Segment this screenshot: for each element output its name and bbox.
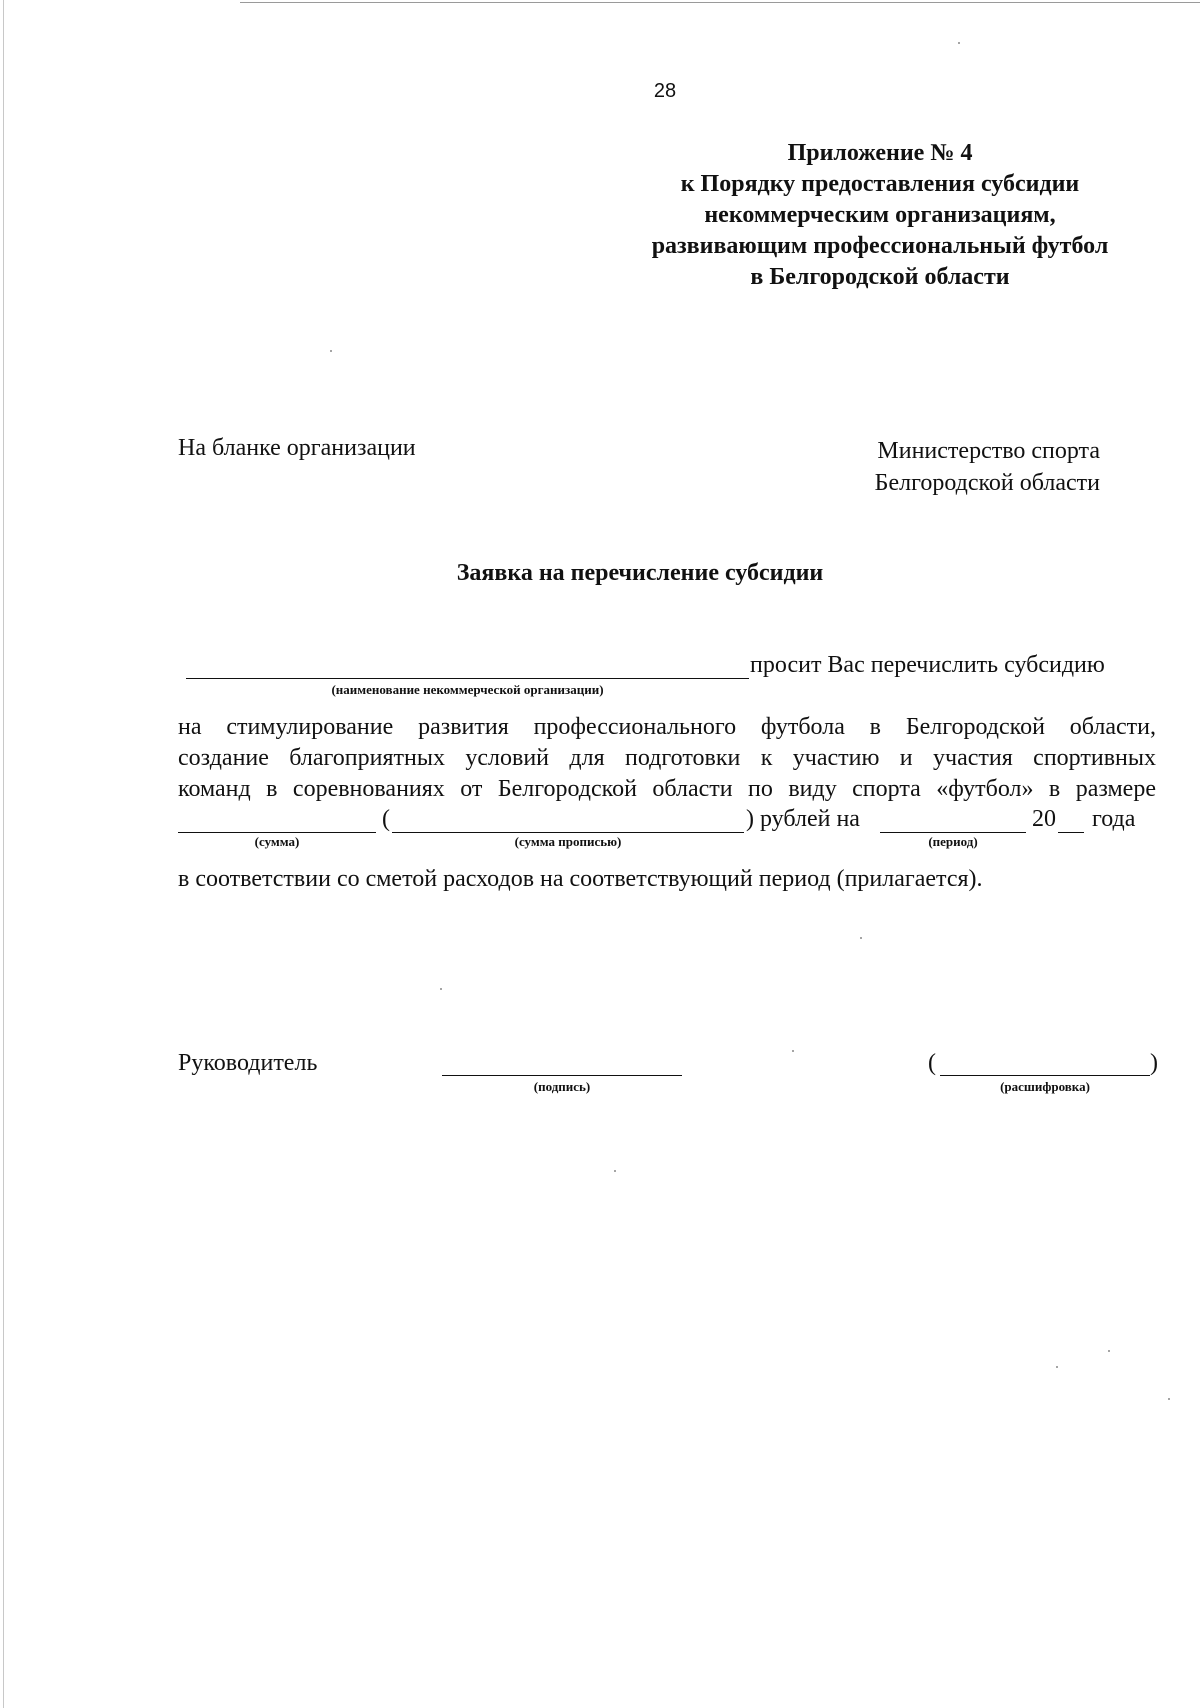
open-paren: ( bbox=[382, 806, 390, 832]
amount-words-blank bbox=[392, 832, 744, 833]
addressee-line: Белгородской области bbox=[874, 470, 1100, 496]
period-blank bbox=[880, 832, 1026, 833]
addressee-line: Министерство спорта bbox=[877, 438, 1100, 464]
page-number: 28 bbox=[653, 80, 677, 102]
rubles-on-text: ) рублей на bbox=[746, 806, 860, 832]
amount-caption: (сумма) bbox=[254, 834, 300, 849]
scan-speck bbox=[614, 1170, 616, 1172]
amount-blank bbox=[178, 832, 376, 833]
decoding-blank bbox=[940, 1075, 1150, 1076]
signature-caption: (подпись) bbox=[533, 1079, 591, 1094]
appendix-line: Приложение № 4 bbox=[787, 140, 973, 166]
scan-speck bbox=[1108, 1350, 1110, 1352]
decoding-caption: (расшифровка) bbox=[1000, 1079, 1090, 1094]
decoding-close-paren: ) bbox=[1150, 1050, 1158, 1076]
scan-speck bbox=[958, 42, 960, 44]
amount-words-caption: (сумма прописью) bbox=[514, 834, 622, 849]
year-blank bbox=[1058, 832, 1084, 833]
scan-speck bbox=[440, 988, 442, 990]
year-word: года bbox=[1092, 806, 1136, 832]
scan-speck bbox=[860, 937, 862, 939]
document-title: Заявка на перечисление субсидии bbox=[456, 560, 824, 586]
body-paragraph bbox=[178, 712, 1156, 805]
organization-name-blank bbox=[186, 678, 749, 679]
signature-label: Руководитель bbox=[178, 1050, 318, 1076]
signature-blank bbox=[442, 1075, 682, 1076]
body-line: на стимулирование развития профессионального футбола в Белгородской области, bbox=[178, 714, 1156, 740]
body-line: создание благоприятных условий для подготовки к участию и участия спортивных bbox=[178, 745, 1156, 771]
appendix-line: в Белгородской области bbox=[750, 264, 1010, 290]
scan-speck bbox=[1056, 1366, 1058, 1368]
appendix-line: некоммерческим организациям, bbox=[704, 202, 1056, 228]
scan-edge-left bbox=[3, 0, 4, 1708]
scan-speck bbox=[792, 1050, 794, 1052]
appendix-line: к Порядку предоставления субсидии bbox=[680, 171, 1080, 197]
request-text: просит Вас перечислить субсидию bbox=[750, 652, 1105, 678]
appendix-header bbox=[600, 138, 1160, 293]
decoding-open-paren: ( bbox=[928, 1050, 936, 1076]
scan-speck bbox=[330, 350, 332, 352]
period-caption: (период) bbox=[928, 834, 978, 849]
letterhead-label: На бланке организации bbox=[178, 435, 416, 461]
body-line: команд в соревнованиях от Белгородской области по виду спорта «футбол» в размере bbox=[178, 776, 1156, 802]
scan-speck bbox=[1168, 1398, 1170, 1400]
closing-text: в соответствии со сметой расходов на соответствующий период (прилагается). bbox=[178, 866, 983, 892]
addressee bbox=[790, 435, 1100, 499]
appendix-line: развивающим профессиональный футбол bbox=[651, 233, 1109, 259]
scan-edge-top bbox=[240, 2, 1200, 3]
year-prefix: 20 bbox=[1032, 806, 1056, 832]
organization-name-caption: (наименование некоммерческой организации) bbox=[331, 682, 604, 697]
